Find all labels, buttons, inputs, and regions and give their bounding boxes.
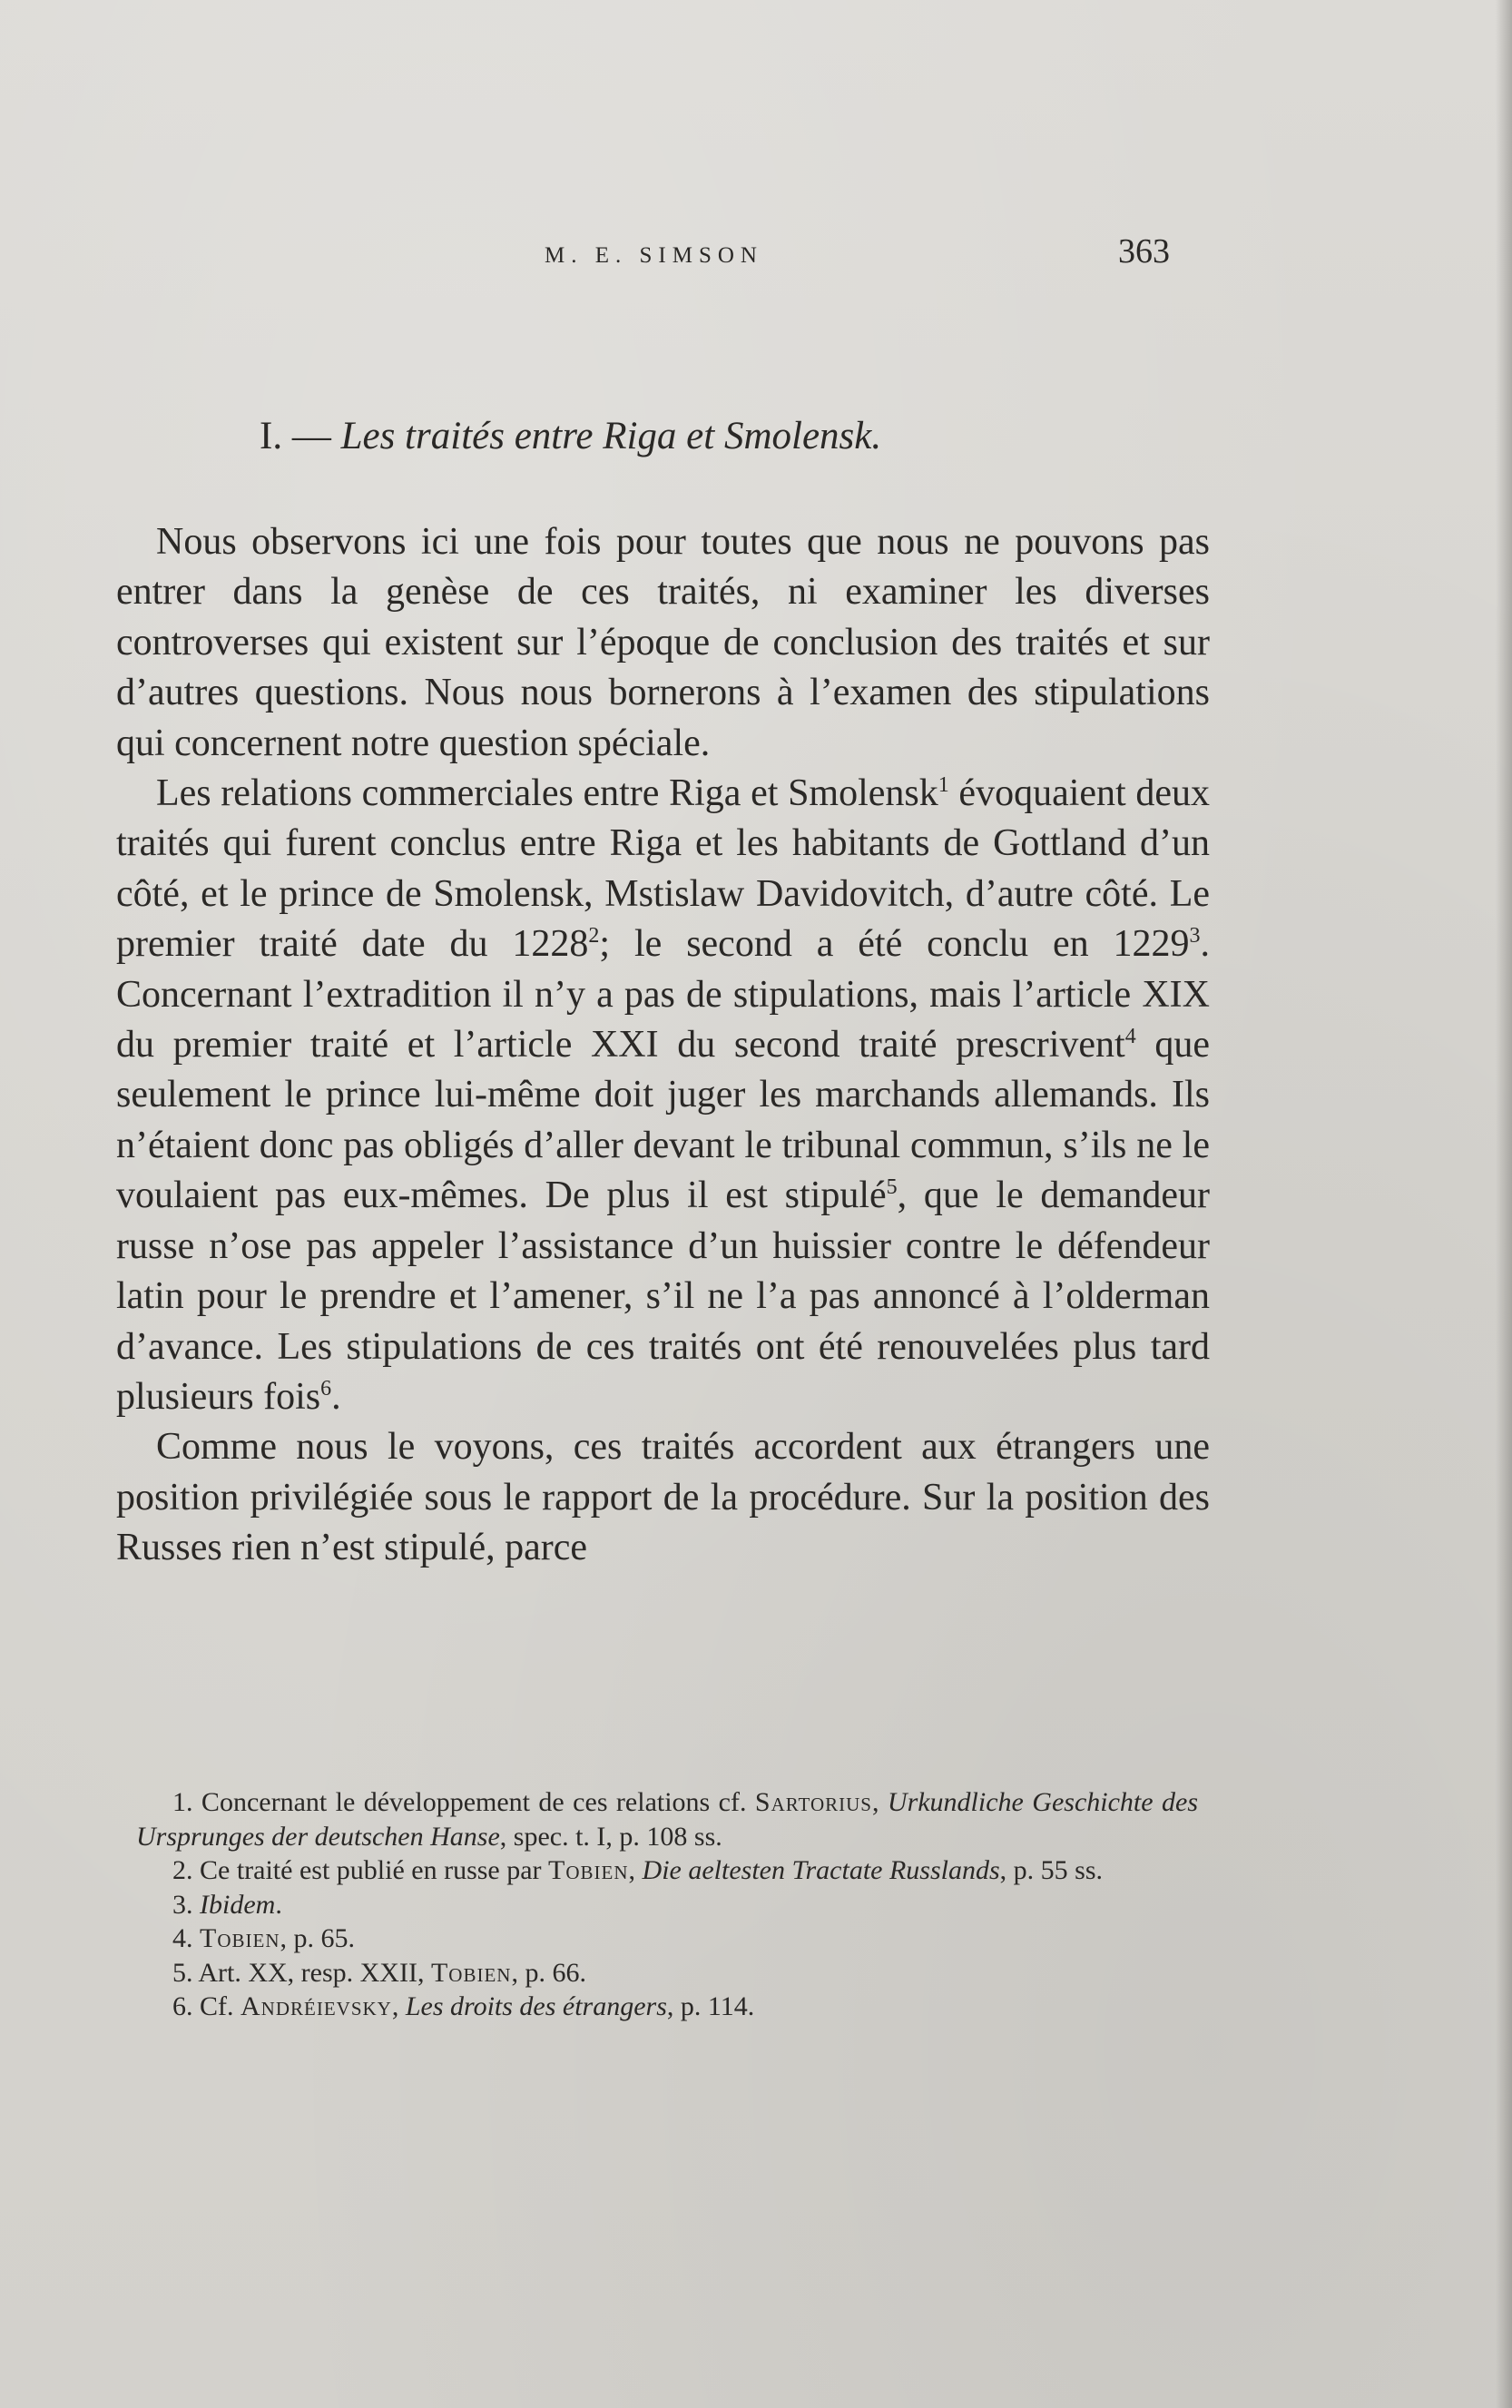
- paragraph-text: évoquaient deux traités qui furent conclus entre Riga et les habitants de Gottland d’un côté, et le prince de Smolensk, Mstislaw Davidovitch, d’autre côté. Le premier traité date du 1228: [116, 772, 1211, 966]
- footnote-number: 1.: [172, 1787, 193, 1817]
- footnote-text: , spec. t. I, p. 108 ss.: [499, 1821, 722, 1852]
- footnote-number: 4.: [172, 1923, 193, 1953]
- footnote-text: ,: [391, 1991, 406, 2021]
- footnote-text: , p. 55 ss.: [999, 1855, 1104, 1885]
- footnote-author: Sartorius: [754, 1787, 872, 1817]
- footnote-ref: 1: [938, 773, 949, 798]
- footnote-author: Tobien: [200, 1923, 280, 1953]
- paragraph: [116, 769, 1210, 1422]
- footnote: [136, 1990, 1198, 2024]
- footnote: [136, 1785, 1198, 1853]
- footnotes: [136, 1785, 1198, 2024]
- footnote-number: 3.: [172, 1889, 193, 1920]
- paragraph-text: , que le demandeur russe n’ose pas appeler l’assistance d’un huissier contre le défendeur latin pour le prendre et l’amener, s’il ne l’a pas annoncé à l’olderman d’avance. Les stipulations de ces traités ont été renouvelées plus tard plusieurs fois: [116, 1175, 1210, 1418]
- footnote-ref: 6: [320, 1376, 332, 1401]
- footnote-number: 2.: [172, 1855, 193, 1885]
- footnote: [136, 1921, 1198, 1956]
- footnote-text: Ce traité est publié en russe par: [192, 1855, 549, 1885]
- footnote-text: Concernant le développement de ces relations cf.: [192, 1787, 755, 1817]
- footnote-text: , p. 114.: [666, 1991, 755, 2021]
- footnote-text: , p. 66.: [511, 1957, 586, 1988]
- footnote-number: 6.: [172, 1991, 193, 2021]
- paragraph-text: Nous observons ici une fois pour toutes que nous ne pouvons pas entrer dans la genèse de ces traités, ni examiner les diverses controverses qui existent sur l’époque de conclusion des traités et sur d’autres questions. Nous nous bornerons à l’examen des stipulations qui concernent notre question spéciale.: [116, 521, 1210, 764]
- section-number: I. —: [260, 415, 331, 457]
- footnote-text: ,: [628, 1855, 643, 1885]
- footnote-author: Andréievsky: [241, 1991, 392, 2021]
- paragraph-text: Les relations commerciales entre Riga et Smolensk: [156, 772, 938, 815]
- paragraph-text: que seulement le prince lui-même doit juger les marchands allemands. Ils n’étaient donc pas obligés d’aller devant le tribunal commun, s’ils ne le voulaient pas eux-mêmes. De plus il est stipulé: [116, 1024, 1210, 1217]
- footnote: [136, 1956, 1198, 1990]
- footnote-text: , p. 65.: [280, 1923, 355, 1953]
- running-head: M. E. SIMSON: [545, 243, 763, 268]
- paragraph-text: . Concernant l’extradition il n’y a pas de stipulations, mais l’article XIX du premier traité et l’article XXI du second traité prescrivent: [116, 923, 1211, 1066]
- paragraph-text: .: [331, 1375, 341, 1418]
- paragraph: [116, 517, 1210, 769]
- footnote-text: ,: [871, 1787, 888, 1817]
- footnote-text: [193, 1890, 201, 1920]
- footnote-author: Tobien: [548, 1855, 629, 1885]
- page-number: 363: [1118, 232, 1170, 270]
- footnote: [136, 1888, 1198, 1922]
- footnote-text: Art. XX, resp. XXII,: [192, 1957, 431, 1988]
- body-text: [116, 517, 1210, 1574]
- footnote-number: 5.: [172, 1957, 193, 1988]
- paragraph-text: Comme nous le voyons, ces traités accordent aux étrangers une position privilégiée sous le rapport de la procédure. Sur la position des Russes rien n’est stipulé, parce: [116, 1426, 1210, 1569]
- footnote-work: Die aeltesten Tractate Russlands: [642, 1855, 1000, 1885]
- footnote-text: [193, 1923, 201, 1953]
- paragraph: [116, 1422, 1210, 1573]
- section-title-text: Les traités entre Riga et Smolensk.: [340, 415, 882, 457]
- footnote-work: Les droits des étrangers: [405, 1991, 667, 2021]
- footnote-author: Tobien: [430, 1957, 512, 1988]
- footnote-text: .: [275, 1889, 282, 1920]
- page-edge-shadow: [1496, 0, 1512, 2408]
- footnote-ref: 3: [1189, 924, 1201, 948]
- footnote-ref: 4: [1124, 1025, 1136, 1049]
- footnote-text: Cf.: [192, 1991, 241, 2021]
- section-title: [260, 414, 881, 458]
- paragraph-text: ; le second a été conclu en 1229: [599, 923, 1190, 966]
- footnote-ref: 2: [588, 924, 600, 948]
- footnote-ref: 5: [886, 1175, 898, 1200]
- footnote-work: Urkundliche Geschichte des Ursprunges der deutschen Hanse: [136, 1787, 1198, 1852]
- footnote: [136, 1853, 1198, 1888]
- footnote-work: Ibidem: [200, 1889, 276, 1920]
